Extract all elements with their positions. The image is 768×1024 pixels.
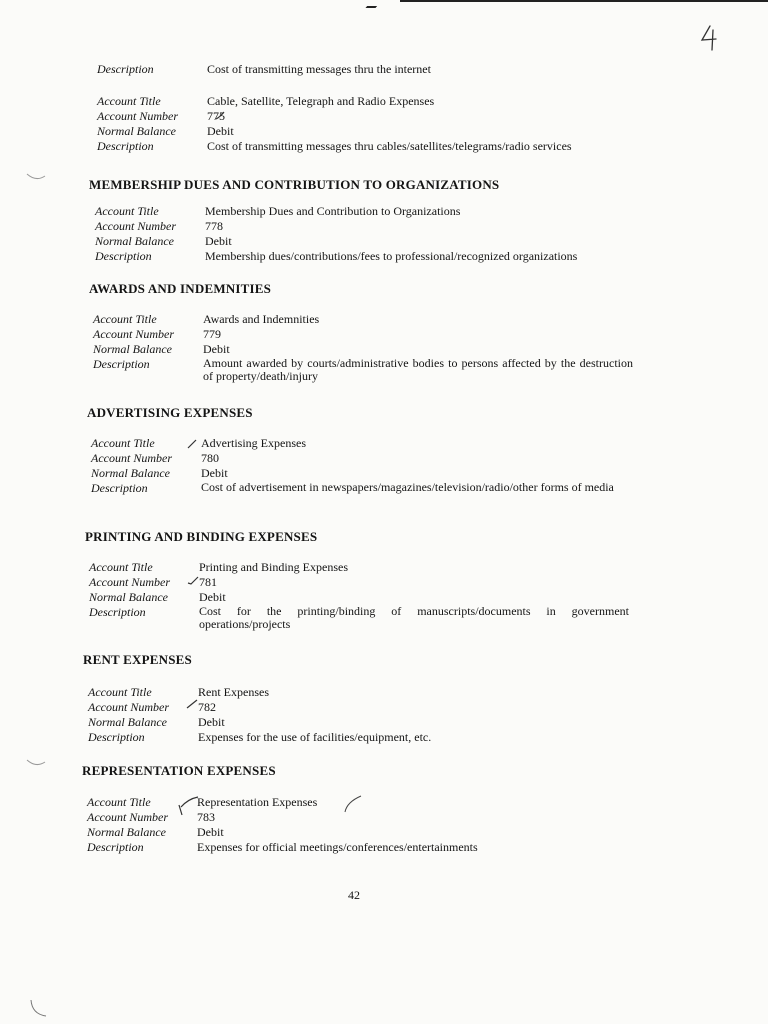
entry-advertising: [91, 436, 631, 496]
field-label: Account Number: [93, 327, 174, 341]
account-title-row: [89, 560, 629, 575]
page-number: 42: [348, 888, 360, 902]
field-value: 783: [197, 810, 215, 824]
field-value: Cost of advertisement in newspapers/magazines/television/radio/other forms of media: [201, 480, 614, 494]
section-heading-membership: MEMBERSHIP DUES AND CONTRIBUTION TO ORGANIZATIONS: [89, 177, 500, 192]
description-row: [97, 139, 572, 154]
field-label: Description: [93, 357, 150, 371]
top-edge-rule: [400, 0, 768, 2]
field-label: Account Title: [87, 795, 151, 809]
normal-balance-row: [97, 124, 572, 139]
description-row: [88, 730, 431, 745]
normal-balance-row: [89, 590, 629, 605]
field-value: Cost of transmitting messages thru the internet: [207, 62, 431, 76]
section-heading-representation: REPRESENTATION EXPENSES: [82, 763, 276, 778]
field-label: Normal Balance: [93, 342, 172, 356]
account-number-row: [91, 451, 631, 466]
field-value: Debit: [201, 466, 228, 480]
handwritten-page-mark: [698, 24, 722, 52]
field-value: 775: [207, 109, 225, 123]
checkmark-icon: [186, 439, 198, 449]
account-title-row: [91, 436, 631, 451]
field-value: 781: [199, 575, 217, 589]
field-value: Representation Expenses: [197, 795, 318, 809]
account-number-row: [88, 700, 431, 715]
field-value: Debit: [207, 124, 234, 138]
field-label: Account Title: [91, 436, 155, 450]
section-heading-advertising: ADVERTISING EXPENSES: [87, 405, 253, 420]
field-label: Description: [97, 62, 154, 76]
entry-awards: [93, 312, 633, 383]
checkmark-icon: [341, 794, 365, 814]
account-number-row: [97, 109, 572, 124]
field-value: 778: [205, 219, 223, 233]
checkmark-icon: [187, 575, 199, 585]
field-label: Description: [88, 730, 145, 744]
account-title-row: [97, 94, 572, 109]
account-number-row: [87, 810, 478, 825]
field-label: Account Number: [95, 219, 176, 233]
normal-balance-row: [87, 825, 478, 840]
field-value: Debit: [198, 715, 225, 729]
field-label: Normal Balance: [91, 466, 170, 480]
description-row: [87, 840, 478, 855]
field-label: Account Title: [89, 560, 153, 574]
field-label: Description: [91, 481, 148, 495]
field-value: 782: [198, 700, 216, 714]
field-label: Account Title: [93, 312, 157, 326]
account-number-row: [89, 575, 629, 590]
field-label: Account Number: [91, 451, 172, 465]
field-value: Debit: [205, 234, 232, 248]
entry-cable: [97, 94, 572, 154]
description-row: [91, 481, 631, 496]
field-label: Account Number: [97, 109, 178, 123]
field-label: Normal Balance: [95, 234, 174, 248]
field-value: Debit: [197, 825, 224, 839]
field-value: Membership Dues and Contribution to Organizations: [205, 204, 461, 218]
account-number-row: [95, 219, 577, 234]
binding-hole-mark: [28, 998, 48, 1020]
field-value: Amount awarded by courts/administrative bodies to persons affected by the destruction of property/death/injury: [203, 356, 633, 383]
field-label: Description: [89, 605, 146, 619]
description-row: [95, 249, 577, 264]
field-label: Account Number: [89, 575, 170, 589]
field-label: Description: [97, 139, 154, 153]
account-title-row: [88, 685, 431, 700]
account-title-row: [87, 795, 478, 810]
field-value: Printing and Binding Expenses: [199, 560, 348, 574]
section-heading-rent: RENT EXPENSES: [83, 652, 192, 667]
description-row: [89, 605, 629, 631]
field-label: Account Title: [95, 204, 159, 218]
field-value: Membership dues/contributions/fees to professional/recognized organizations: [205, 249, 578, 263]
binding-hole-mark: [26, 172, 46, 182]
account-title-row: [93, 312, 633, 327]
entry-rent: [88, 685, 431, 745]
field-value: Debit: [199, 590, 226, 604]
field-label: Description: [87, 840, 144, 854]
field-label: Normal Balance: [97, 124, 176, 138]
checkmark-icon: [186, 699, 198, 709]
field-label: Normal Balance: [88, 715, 167, 729]
entry-representation: [87, 795, 478, 855]
account-title-row: [95, 204, 577, 219]
field-value: Cost of transmitting messages thru cables/satellites/telegrams/radio services: [207, 139, 572, 153]
description-row: [93, 357, 633, 383]
normal-balance-row: [93, 342, 633, 357]
field-value: Advertising Expenses: [201, 436, 306, 450]
normal-balance-row: [88, 715, 431, 730]
entry-membership: [95, 204, 577, 264]
section-heading-printing: PRINTING AND BINDING EXPENSES: [85, 529, 318, 544]
field-label: Normal Balance: [87, 825, 166, 839]
description-row: [97, 62, 431, 77]
entry-internet: [97, 62, 431, 77]
checkmark-icon: [214, 111, 226, 121]
field-value: Expenses for the use of facilities/equipment, etc.: [198, 730, 432, 744]
normal-balance-row: [95, 234, 577, 249]
field-value: 780: [201, 451, 219, 465]
field-value: Cable, Satellite, Telegraph and Radio Expenses: [207, 94, 435, 108]
field-label: Account Number: [88, 700, 169, 714]
field-label: Normal Balance: [89, 590, 168, 604]
field-label: Account Title: [88, 685, 152, 699]
field-value: Expenses for official meetings/conferences/entertainments: [197, 840, 478, 854]
field-value: Cost for the printing/binding of manuscripts/documents in government operations/projects: [199, 604, 629, 631]
field-value: 779: [203, 327, 221, 341]
scan-mark: [365, 2, 380, 8]
section-heading-awards: AWARDS AND INDEMNITIES: [89, 281, 272, 296]
field-label: Description: [95, 249, 152, 263]
field-value: Debit: [203, 342, 230, 356]
field-value: Rent Expenses: [198, 685, 269, 699]
field-label: Account Number: [87, 810, 168, 824]
entry-printing: [89, 560, 629, 631]
field-value: Awards and Indemnities: [203, 312, 320, 326]
normal-balance-row: [91, 466, 631, 481]
field-label: Account Title: [97, 94, 161, 108]
binding-hole-mark: [26, 758, 46, 768]
checkmark-icon: [176, 795, 200, 817]
account-number-row: [93, 327, 633, 342]
